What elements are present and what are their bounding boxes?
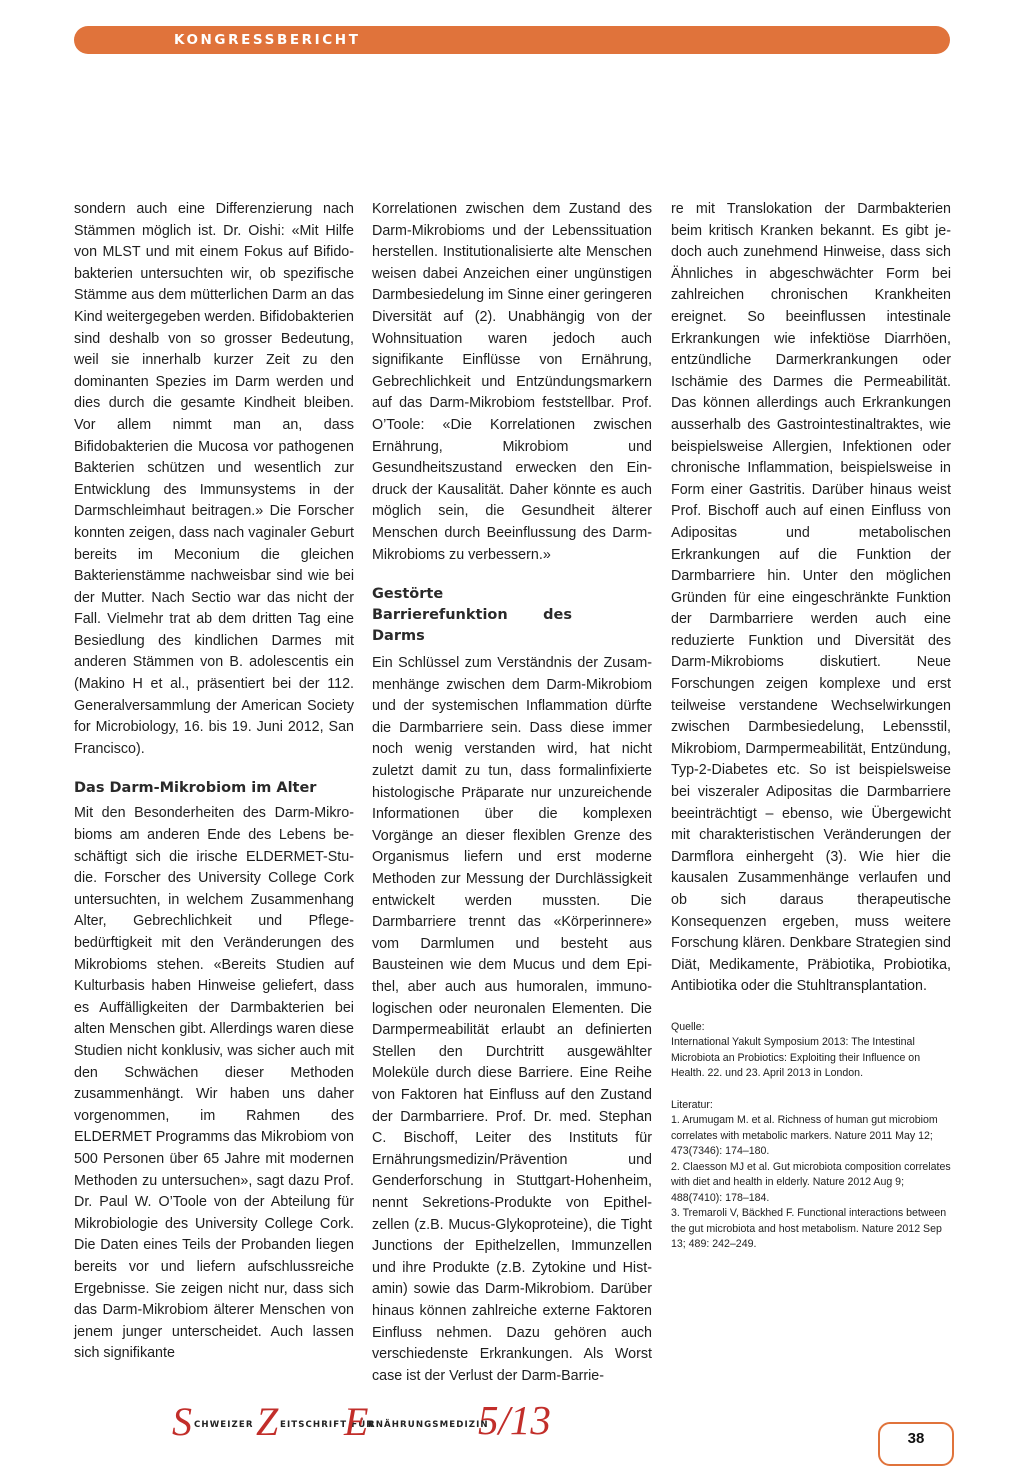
reference-item: 2. Claesson MJ et al. Gut microbiota composition correlates with diet and health in elderly. Nature 2012 Aug 9; 488(7410): 178–184. [671,1160,951,1204]
logo-word-ernaehrungsmedizin: RNÄHRUNGSMEDIZIN [368,1420,489,1430]
paragraph: Ein Schlüssel zum Verständnis der Zusammenhänge zwischen dem Darm-Mikrobiom und der systemischen Inflammation dürfte die Darmbarriere sein. Dass diese immer noch wenig verstanden wird, hat nicht zuletzt damit zu tun, dass formalinfixierte histologische Präparate nur unzureichende Informationen über die komplexen Vorgänge an dieser flexiblen Grenze des Organismus liefern und erst moderne Methoden zur Messung der Durchlässigkeit entwickelt werden mussten. Die Darmbarriere trennt das «Körperinnere» vom Darmlumen und besteht aus Bausteinen wie dem Mucus und dem Epithel, aber auch aus humoralen, immunologischen oder neuronalen Elementen. Die Darmpermeabilität erlaubt an definierten Stellen den Durchtritt ausgewählter Moleküle durch diese Barriere. Eine Reihe von Faktoren hat Einfluss auf den Zustand der Darmbarriere. Prof. Dr. med. Stephan C. Bischoff, Leiter des Instituts für Ernährungsmedizin/Prävention und Genderforschung in Stuttgart-Hohenheim, nennt Sekretions-Produkte von Epithelzellen (z.B. Mucus-Glykoproteine), die Tight Junctions der Epithelzellen, Immunzellen und ihre Produkte (z.B. Zytokine und Histamin) sowie das Darm-Mikrobiom. Darüber hinaus können zahlreiche externe Faktoren Einfluss nehmen. Dazu gehören auch verschiedenste Erkrankungen. Als Worst case ist der Verlust der Darm-Barrie- [372,655,652,1384]
logo-word-zeitschrift: EITSCHRIFT FÜR [280,1420,375,1430]
source-note [671,1020,951,1082]
column-right [671,199,951,1253]
paragraph: Mit den Besonderheiten des Darm-Mikrobioms am anderen Ende des Lebens beschäftigt sich die irische ELDERMET-Studie. Forscher des University College Cork untersuchten, in welchem Zusammenhang Alter, Gebrechlichkeit und Pflegebedürftigkeit mit den Veränderungen des Mikrobioms stehen. «Bereits Studien auf Kulturbasis haben Hinweise geliefert, dass es Auffälligkeiten der Darmbakterien bei alten Menschen gibt. Allerdings waren diese Studien nicht konklusiv, was sicher auch mit den Schwächen dieser Methoden zusammenhängt. Wir haben uns daher vorgenommen, im Rahmen des ELDERMET Programms das Mikrobiom von 500 Personen über 65 Jahre mit modernen Methoden zu untersuchen», sagt dazu Prof. Dr. Paul W. O’Toole von der Abteilung für Mikrobiologie des University College Cork. Die Daten eines Teils der Probanden liegen bereits vor und liefern aufschlussreiche Ergebnisse. Sie zeigen nicht nur, dass sich das Darm-Mikrobiom älterer Menschen von jenem junger unterscheidet. Auch lassen sich signifikante [74,805,354,1362]
logo-letter-z: Z [256,1399,279,1444]
section-header-bar [74,26,950,54]
section-heading: Das Darm-Mikrobiom im Alter [74,780,317,797]
column-middle [372,199,652,1387]
paragraph: sondern auch eine Differenzierung nach Stämmen möglich ist. Dr. Oishi: «Mit Hilfe von MLST und mit einem Fokus auf Bifidobakterien untersuchten wir, ob spezifische Stämme aus dem mütterlichen Darm an das Kind weitergegeben werden. Bifidobakterien sind deshalb von so grosser Bedeutung, weil sie innerhalb kurzer Zeit zu den dominanten Spezies im Darm werden und dies durch die gesamte Kindheit bleiben. Vor allem nimmt man an, dass Bifidobakterien die Mucosa vor pathogenen Bakterien schützen und wesentlich zur Entwicklung des Immunsystems in der Darmschleimhaut beitragen.» Die Forscher konnten zeigen, dass nach vaginaler Geburt bereits im Meconium die gleichen Bakterienstämme nachweisbar sind wie bei der Mutter. Nach Sectio war das nicht der Fall. Vielmehr trat ab dem dritten Tag eine Besiedlung des kindlichen Darmes mit anderen Stämmen von B. adolescentis ein (Makino H et al., präsentiert bei der 112. Generalversammlung der American Society for Microbiology, 16. bis 19. Juni 2012, San Francisco). [74,201,354,757]
paragraph: Korrelationen zwischen dem Zustand des Darm-Mikrobioms und der Lebenssituation herstellen. Institutionalisierte alte Menschen weisen dabei Anzeichen einer ungünstigen Darmbesiedelung im Sinne einer geringeren Diversität auf (2). Unabhängig von der Wohnsituation waren jedoch auch signifikante Einflüsse von Ernährung, Gebrechlichkeit und Entzündungsmarkern auf das Darm-Mikrobiom feststellbar. Prof. O’Toole: «Die Korrelationen zwischen Ernährung, Mikrobiom und Gesundheitszustand erwecken den Eindruck der Kausalität. Daher könnte es auch möglich sein, die Gesundheit älterer Menschen durch Beeinflussung des Darm-Mikrobioms zu verbessern.» [372,201,652,563]
paragraph: re mit Translokation der Darmbakterien beim kritisch Kranken bekannt. Es gibt jedoch auch zunehmend Hinweise, dass sich Ähnliches in abgeschwächter Form bei zahlreichen chronischen Krankheiten ereignet. So beeinflussen intestinale Erkrankungen wie infektiöse Diarrhöen, entzündliche Darmerkrankungen oder Ischämie des Darmes die Permeabilität. Das können allerdings auch Erkrankungen ausserhalb des Gastrointestinaltraktes, wie beispielsweise Allergien, Infektionen oder chronische Inflammation, beispielsweise in Form einer Gastritis. Darüber hinaus weist Prof. Bischoff auch auf einen Einfluss von Adipositas und metabolischen Erkrankungen auf die Funktion der Darmbarriere hin. Unter den möglichen Gründen für eine eingeschränkte Funktion der Darmbarriere werden auch eine reduzierte Funktion und Diversität des Darm-Mikrobioms diskutiert. Neue Forschungen zeigen komplexe und erst teilweise verstandene Wechselwirkungen zwischen Darmbesiedelung, Lebensstil, Mikrobiom, Darmpermeabilität, Entzündung, Typ-2-Diabetes etc. So ist beispielsweise bei viszeraler Adipositas die Darmbarriere beeinträchtigt – ebenso, wie Übergewicht mit charakteristischen Veränderungen der Darmflora einhergeht (3). Wie hier die kausalen Zusammenhänge verlaufen und ob sich daraus therapeutische Konsequenzen ergeben, muss weitere Forschung klären. Denkbare Strategien sind Diät, Medikamente, Präbiotika, Probiotika, Antibiotika oder die Stuhltransplantation. [671,201,951,995]
logo-letter-s: S [172,1399,192,1444]
section-title: KONGRESSBERICHT [174,32,361,48]
source-text: International Yakult Symposium 2013: The Intestinal Microbiota an Probiotics: Exploiting their Influence on Health. 22. und 23. April 2013 in London. [671,1036,921,1080]
page-number: 38 [907,1430,925,1447]
journal-footer-logo [172,1398,592,1448]
page-number-tab [878,1422,954,1466]
logo-word-schweizer: CHWEIZER [194,1420,254,1430]
issue-number: 5/13 [478,1397,551,1443]
reference-item: 1. Arumugam M. et al. Richness of human gut microbiom correlates with metabolic markers. Nature 2011 May 12; 473(7346): 174–180. [671,1114,938,1158]
literature [671,1098,951,1253]
reference-item: 3. Tremaroli V, Bäckhed F. Functional interactions between the gut microbiota and host metabolism. Nature 2012 Sep 13; 489: 242–249. [671,1207,947,1251]
source-label: Quelle: [671,1020,705,1033]
section-heading: Gestörte Barrierefunktion des Darms [372,586,572,645]
column-left [74,199,354,1365]
logo-letter-e: E [344,1399,369,1444]
literature-label: Literatur: [671,1098,713,1111]
